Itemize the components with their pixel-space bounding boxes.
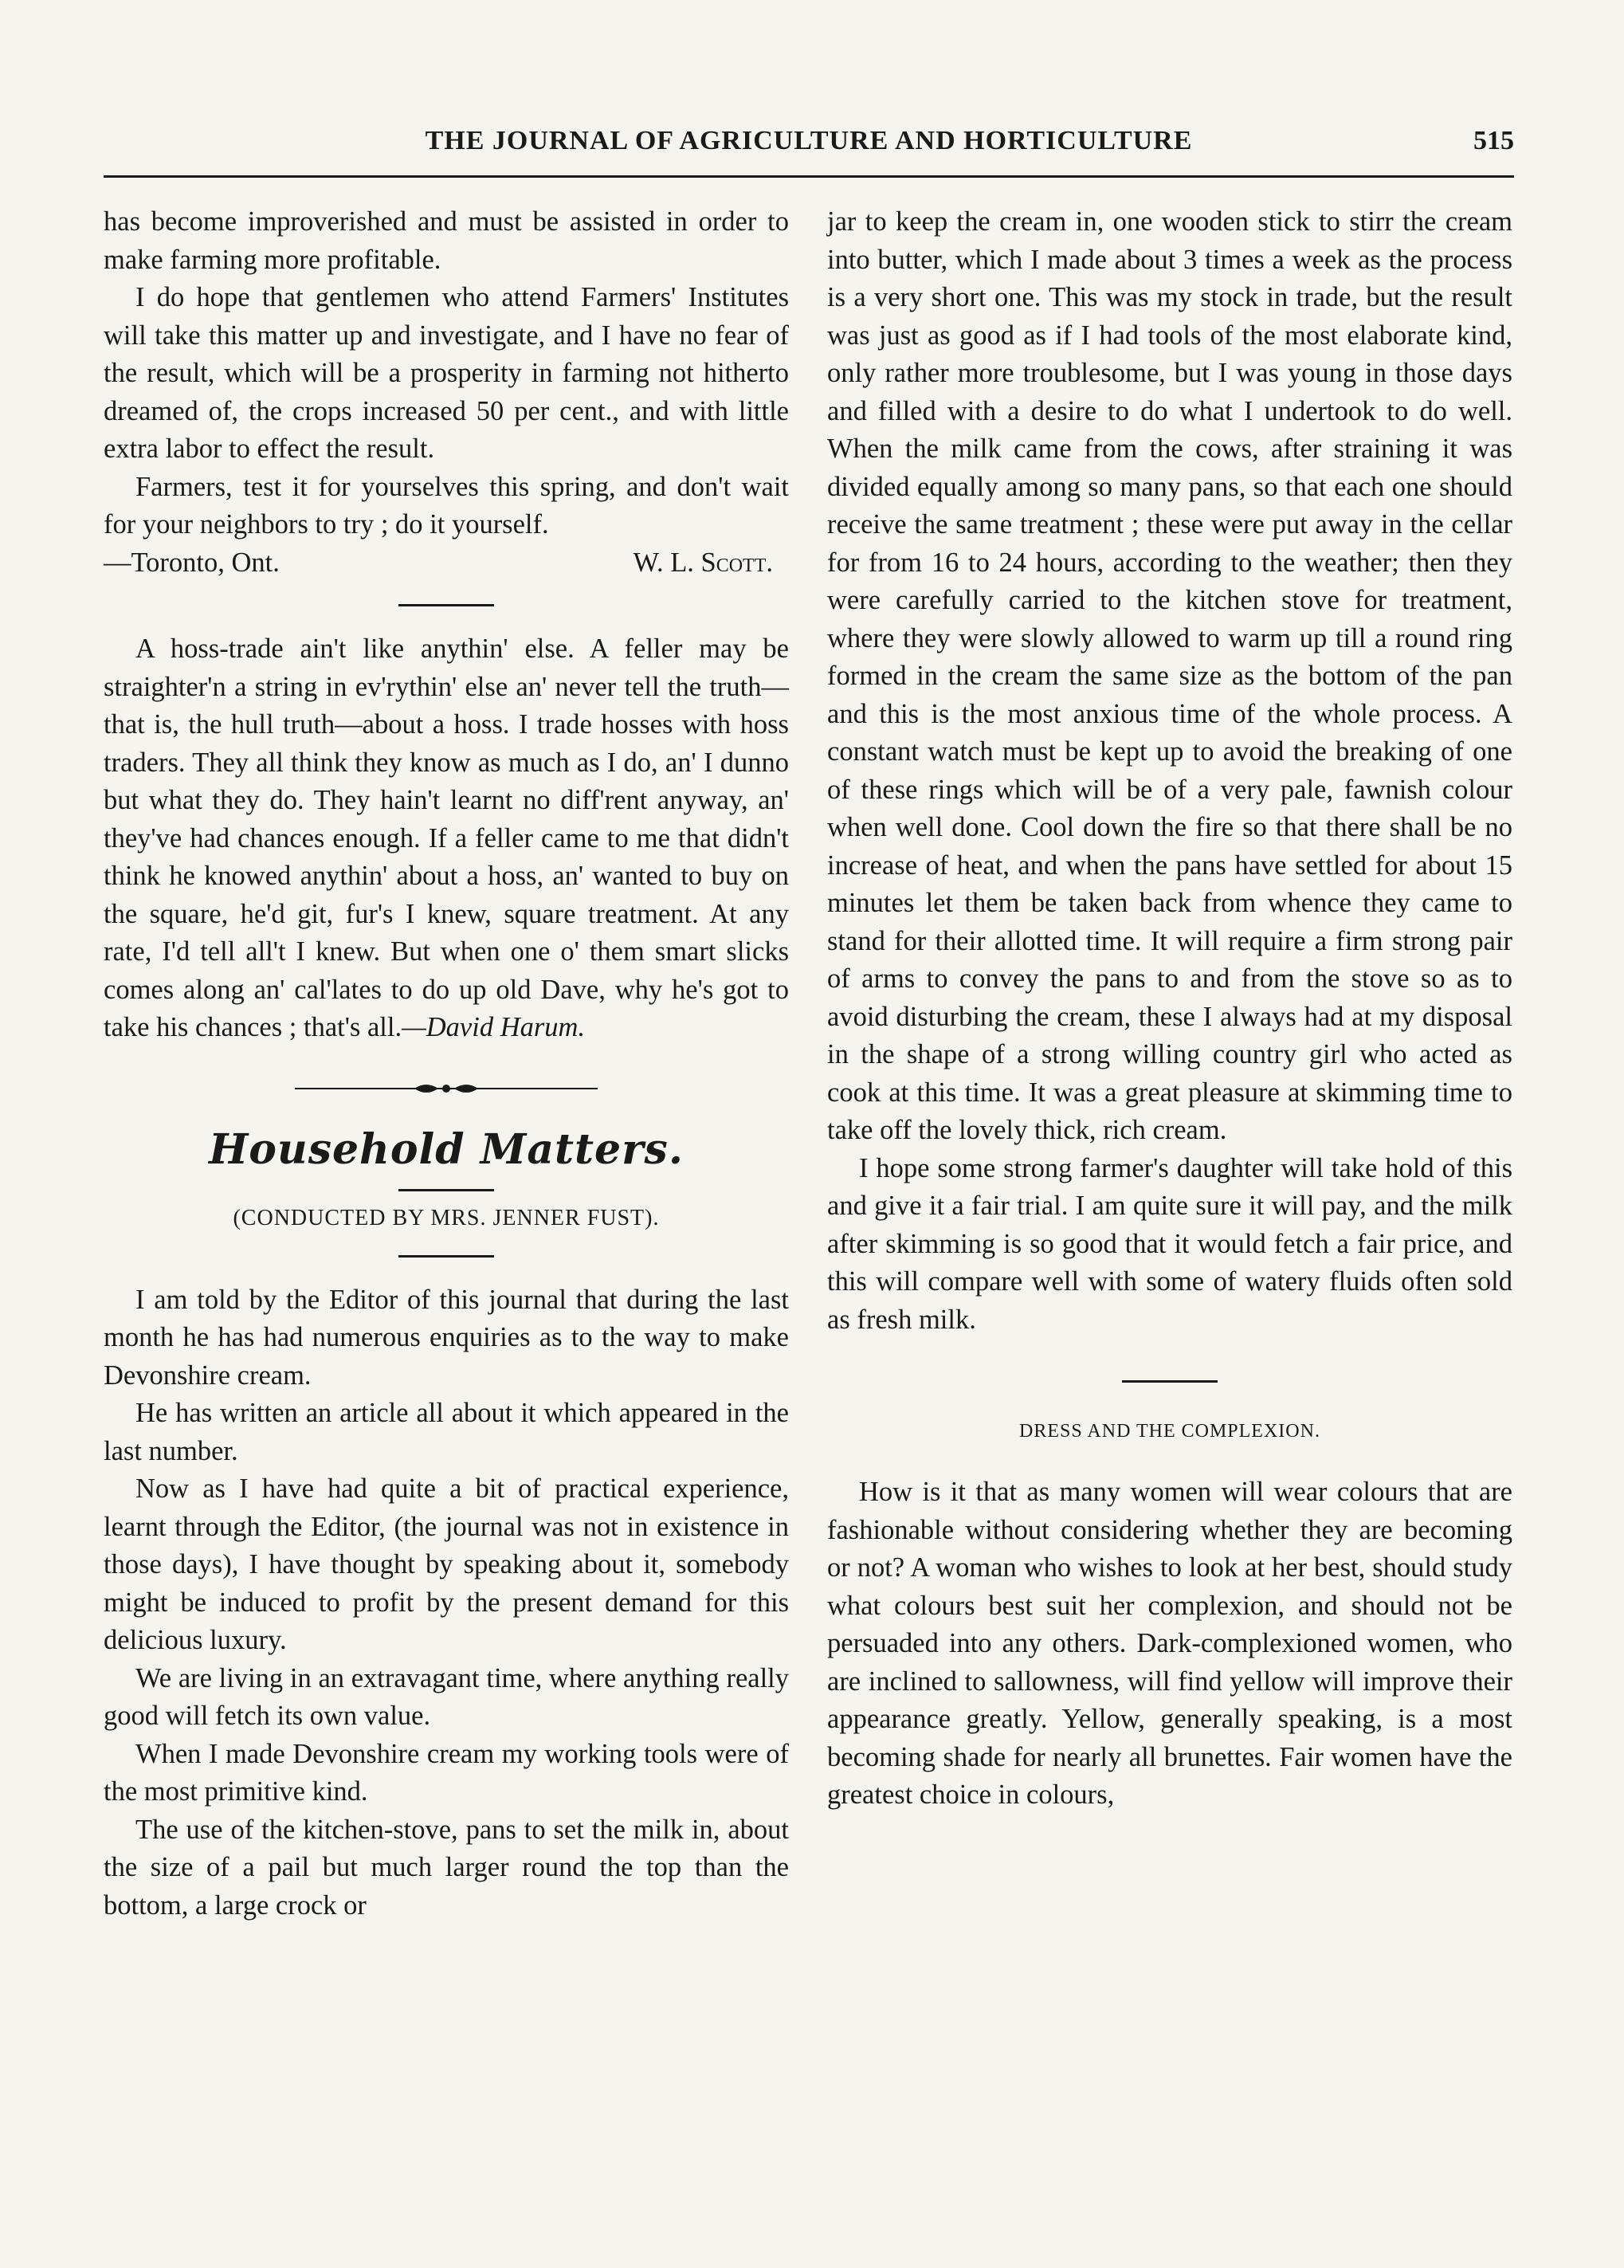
page-number: 515 xyxy=(1473,126,1514,155)
paragraph: We are living in an extravagant time, where anything really good will fetch its own value. xyxy=(104,1662,789,1731)
divider-rule xyxy=(398,604,494,606)
quote-text: A hoss-trade ain't like anythin' else. A feller may be straighter'n a string in ev'rythin' else an' never tell the truth—that is, the hull truth—about a hoss. I trade hosses with hoss traders. They all think they know as much as I do, an' I dunno but what they do. They hain't learnt no diff'rent anyway, an' they've had chances enough. If a feller came to me that didn't think he knowed anythin' about a hoss, an' wanted to buy on the square, he'd git, fur's I knew, square treatment. At any rate, I'd tell all't I knew. But when one o' them smart slicks comes along an' cal'lates to do up old Dave, why he's got to take his chances ; that's all. xyxy=(104,634,789,1042)
right-column xyxy=(827,203,1512,1815)
divider-rule xyxy=(1122,1380,1218,1383)
signature-name: W. L. Scott. xyxy=(633,547,773,578)
running-header xyxy=(104,120,1514,178)
signature-line xyxy=(104,544,789,583)
section-byline: (CONDUCTED BY MRS. JENNER FUST). xyxy=(233,1205,660,1230)
paragraph xyxy=(104,630,789,1047)
left-column xyxy=(104,203,789,1925)
paragraph: When I made Devonshire cream my working tools were of the most primitive kind. xyxy=(104,1738,789,1807)
divider-rule xyxy=(398,1189,494,1191)
article-subheading: DRESS AND THE COMPLEXION. xyxy=(1019,1421,1320,1442)
paragraph: I hope some strong farmer's daughter will take hold of this and give it a fair trial. I am quite sure it will pay, and the milk after skimming is so good that it would fetch a fair price, and this will compare well with some of watery fluids often sold as fresh milk. xyxy=(827,1152,1512,1335)
paragraph: He has written an article all about it which appeared in the last number. xyxy=(104,1398,789,1466)
journal-title: THE JOURNAL OF AGRICULTURE AND HORTICULTURE xyxy=(425,126,1193,155)
signature-place: —Toronto, Ont. xyxy=(104,547,280,578)
paragraph: How is it that as many women will wear colours that are fashionable without considering whether they are becoming or not? A woman who wishes to look at her best, should study what colours best suit her complexion, and should not be persuaded into any others. Dark-complexioned women, who are inclined to sallowness, will find yellow will improve their appearance greatly. Yellow, generally speaking, is a most becoming shade for nearly all brunettes. Fair women have the greatest choice in colours, xyxy=(827,1477,1512,1810)
divider-rule xyxy=(398,1255,494,1258)
paragraph: I do hope that gentlemen who attend Farmers' Institutes will take this matter up and investigate, and I have no fear of the result, which will be a prosperity in farming not hitherto dreamed of, the crops increased 50 per cent., and with little extra labor to effect the result. xyxy=(104,282,789,464)
ornamental-divider xyxy=(295,1079,598,1098)
paragraph: has become improverished and must be assisted in order to make farming more profitable. xyxy=(104,206,789,275)
paragraph: Now as I have had quite a bit of practical experience, learnt through the Editor, (the journal was not in existence in those days), I have thought by speaking about it, somebody might be induced to profit by the present demand for this delicious luxury. xyxy=(104,1473,789,1655)
paragraph: I am told by the Editor of this journal that during the last month he has had numerous enquiries as to the way to make Devonshire cream. xyxy=(104,1284,789,1391)
paragraph: jar to keep the cream in, one wooden stick to stirr the cream into butter, which I made about 3 times a week as the process is a very short one. This was my stock in trade, but the result was just as good as if I had tools of the most elaborate kind, only rather more troublesome, but I was young in those days and filled with a desire to do what I undertook to do well. When the milk came from the cows, after straining it was divided equally among so many pans, so that each one should receive the same treatment ; these were put away in the cellar for from 16 to 24 hours, according to the weather; then they were carefully carried to the kitchen stove for treatment, where they were slowly allowed to warm up till a round ring formed in the cream the same size as the bottom of the pan and this is the most anxious time of the whole process. A constant watch must be kept up to avoid the breaking of one of these rings which will be of a very pale, fawnish colour when well done. Cool down the fire so that there shall be no increase of heat, and when the pans have settled for about 15 minutes let them be taken back from whence they came to stand for their allotted time. It will require a firm strong pair of arms to convey the pans to and from the stove so as to avoid disturbing the cream, these I always had at my disposal in the shape of a strong willing country girl who acted as cook at this time. It was a great pleasure at skimming time to take off the lovely thick, rich cream. xyxy=(827,206,1512,1145)
paragraph: Farmers, test it for yourselves this spring, and don't wait for your neighbors to try ; do it yourself. xyxy=(104,471,789,540)
quote-attribution: —David Harum. xyxy=(402,1012,586,1042)
paragraph: The use of the kitchen-stove, pans to set the milk in, about the size of a pail but much larger round the top than the bottom, a large crock or xyxy=(104,1814,789,1921)
section-title: Household Matters. xyxy=(209,1124,684,1174)
